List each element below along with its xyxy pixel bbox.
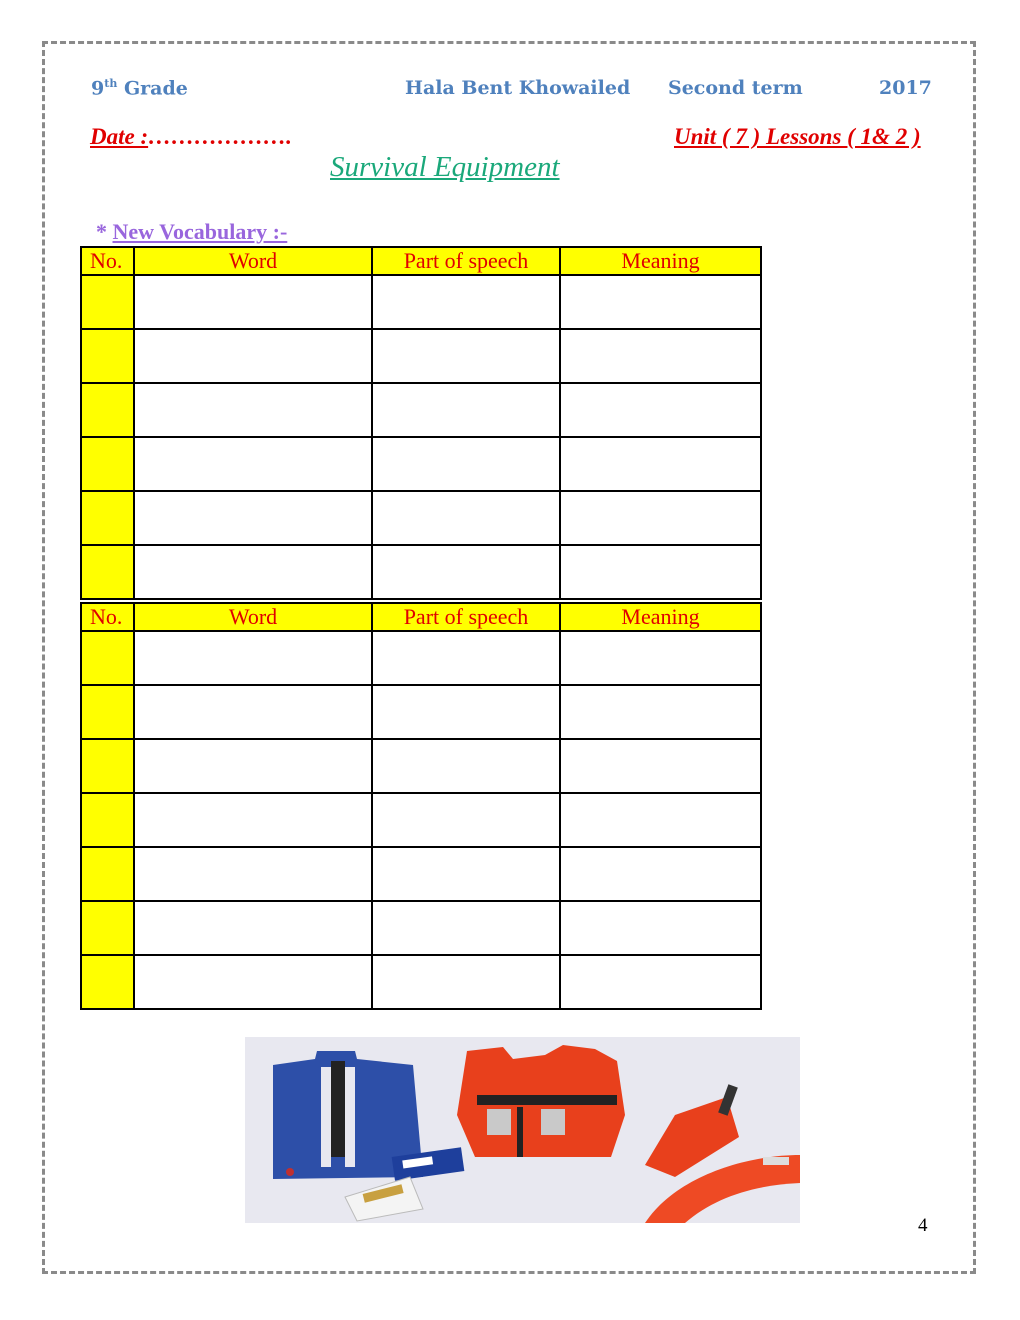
cell-meaning[interactable] <box>560 329 761 383</box>
cell-no <box>81 631 134 685</box>
header-meaning: Meaning <box>560 603 761 631</box>
cell-part-of-speech[interactable] <box>372 631 560 685</box>
cell-part-of-speech[interactable] <box>372 491 560 545</box>
cell-meaning[interactable] <box>560 275 761 329</box>
cell-word[interactable] <box>134 685 372 739</box>
table-row <box>81 383 761 437</box>
cell-meaning[interactable] <box>560 685 761 739</box>
table-header-row <box>81 247 761 275</box>
header-meaning: Meaning <box>560 247 761 275</box>
cell-part-of-speech[interactable] <box>372 955 560 1009</box>
cell-word[interactable] <box>134 901 372 955</box>
cell-meaning[interactable] <box>560 491 761 545</box>
cell-word[interactable] <box>134 847 372 901</box>
cell-part-of-speech[interactable] <box>372 383 560 437</box>
cell-no <box>81 275 134 329</box>
cell-no <box>81 685 134 739</box>
table-row <box>81 437 761 491</box>
orange-life-jacket-icon <box>457 1045 625 1157</box>
teacher-name: Hala Bent Khowailed <box>405 77 631 99</box>
vocabulary-table-1 <box>80 246 762 600</box>
cell-word[interactable] <box>134 793 372 847</box>
cell-no <box>81 383 134 437</box>
cell-word[interactable] <box>134 329 372 383</box>
table-row <box>81 901 761 955</box>
cell-meaning[interactable] <box>560 383 761 437</box>
cell-word[interactable] <box>134 437 372 491</box>
page-number: 4 <box>918 1215 928 1236</box>
header-part-of-speech: Part of speech <box>372 603 560 631</box>
cell-no <box>81 901 134 955</box>
table-row <box>81 685 761 739</box>
life-jackets-illustration <box>245 1037 800 1223</box>
table-row <box>81 847 761 901</box>
cell-word[interactable] <box>134 383 372 437</box>
header-no: No. <box>81 603 134 631</box>
cell-meaning[interactable] <box>560 631 761 685</box>
table-row <box>81 739 761 793</box>
cell-meaning[interactable] <box>560 739 761 793</box>
vocabulary-heading: * New Vocabulary :- <box>96 219 288 244</box>
vocabulary-table-2 <box>80 602 762 1010</box>
cell-word[interactable] <box>134 955 372 1009</box>
table-row <box>81 793 761 847</box>
table-row <box>81 491 761 545</box>
cell-part-of-speech[interactable] <box>372 329 560 383</box>
cell-no <box>81 437 134 491</box>
header-part-of-speech: Part of speech <box>372 247 560 275</box>
cell-part-of-speech[interactable] <box>372 685 560 739</box>
table-row <box>81 955 761 1009</box>
cell-no <box>81 955 134 1009</box>
cell-part-of-speech[interactable] <box>372 901 560 955</box>
cell-meaning[interactable] <box>560 793 761 847</box>
cell-meaning[interactable] <box>560 955 761 1009</box>
date-label: Date :………………. <box>90 124 292 149</box>
page-title: Survival Equipment <box>330 151 560 183</box>
header-no: No. <box>81 247 134 275</box>
cell-word[interactable] <box>134 631 372 685</box>
table-row <box>81 545 761 599</box>
table-row <box>81 329 761 383</box>
table-row <box>81 631 761 685</box>
cell-word[interactable] <box>134 545 372 599</box>
grade-label: 9th Grade <box>91 77 188 100</box>
header-word: Word <box>134 247 372 275</box>
table-row <box>81 275 761 329</box>
term-label: Second term <box>668 77 803 99</box>
cell-meaning[interactable] <box>560 847 761 901</box>
cell-part-of-speech[interactable] <box>372 275 560 329</box>
cell-word[interactable] <box>134 275 372 329</box>
year-label: 2017 <box>879 77 932 99</box>
cell-part-of-speech[interactable] <box>372 437 560 491</box>
cell-meaning[interactable] <box>560 901 761 955</box>
cell-no <box>81 739 134 793</box>
cell-part-of-speech[interactable] <box>372 545 560 599</box>
cell-no <box>81 793 134 847</box>
cell-no <box>81 491 134 545</box>
cell-word[interactable] <box>134 739 372 793</box>
survival-equipment-photo <box>245 1037 800 1223</box>
cell-meaning[interactable] <box>560 437 761 491</box>
table-header-row <box>81 603 761 631</box>
cell-word[interactable] <box>134 491 372 545</box>
cell-no <box>81 545 134 599</box>
cell-part-of-speech[interactable] <box>372 739 560 793</box>
unit-lessons-label: Unit ( 7 ) Lessons ( 1& 2 ) <box>674 124 921 149</box>
cell-meaning[interactable] <box>560 545 761 599</box>
cell-no <box>81 329 134 383</box>
cell-no <box>81 847 134 901</box>
header-word: Word <box>134 603 372 631</box>
cell-part-of-speech[interactable] <box>372 847 560 901</box>
cell-part-of-speech[interactable] <box>372 793 560 847</box>
